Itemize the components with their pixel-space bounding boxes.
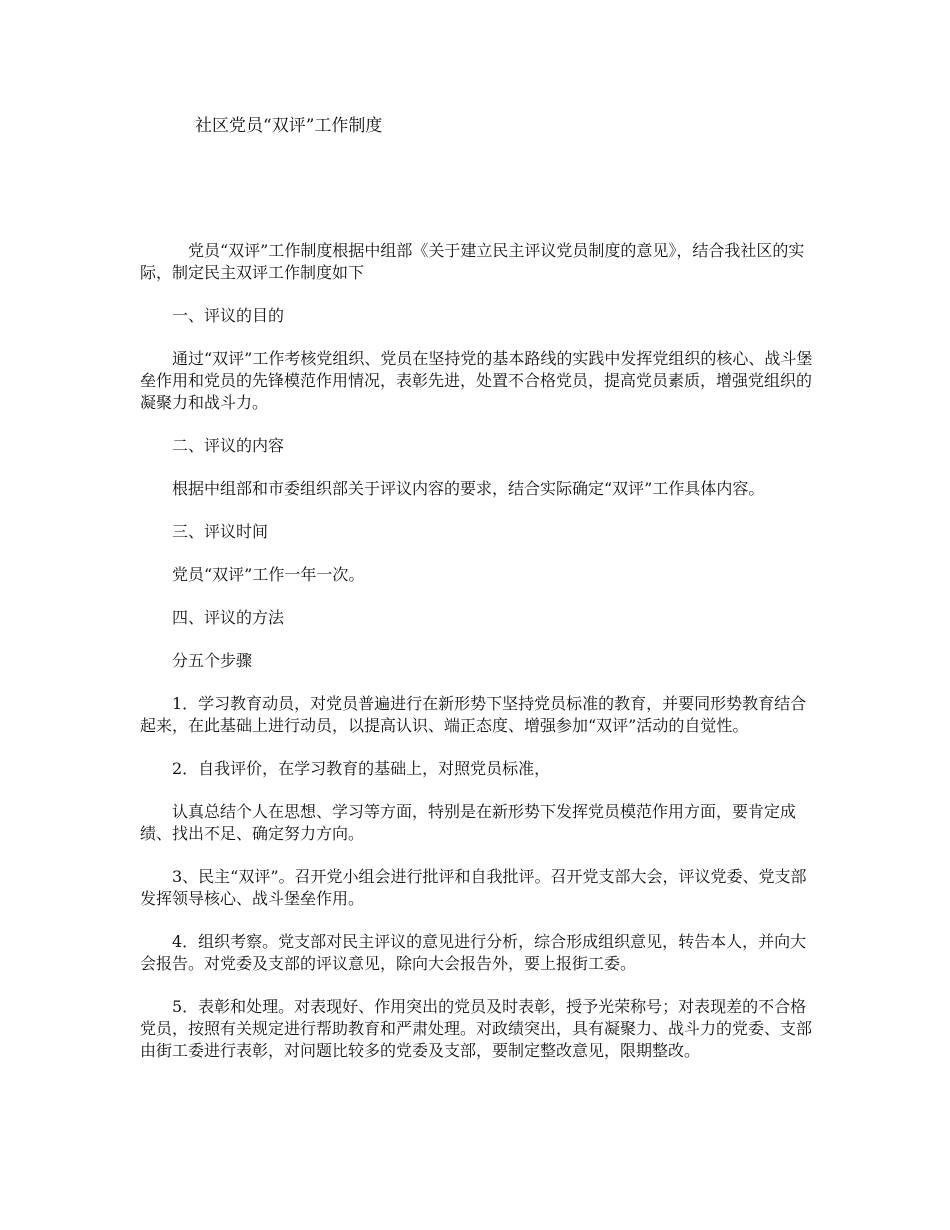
method-step-5: 5．表彰和处理。对表现好、作用突出的党员及时表彰，授予光荣称号；对表现差的不合格党员，按照有关规定进行帮助教育和严肃处理。对政绩突出，具有凝聚力、战斗力的党委、支部由街工委进行表彰，对问题比较多的党委及支部，要制定整改意见，限期整改。 xyxy=(140,997,813,1060)
method-step-2-continued: 认真总结个人在思想、学习等方面，特别是在新形势下发挥党员模范作用方面，要肯定成绩、找出不足、确定努力方向。 xyxy=(140,802,797,843)
method-step-4: 4．组织考察。党支部对民主评议的意见进行分析，综合形成组织意见，转告本人，并向大会报告。对党委及支部的评议意见，除向大会报告外，要上报街工委。 xyxy=(140,932,807,973)
intro-paragraph: 党员“双评”工作制度根据中组部《关于建立民主评议党员制度的意见》，结合我社区的实际，制定民主双评工作制度如下 xyxy=(140,241,805,282)
section-heading-content: 二、评议的内容 xyxy=(172,436,285,455)
content-paragraph: 根据中组部和市委组织部关于评议内容的要求，结合实际确定“双评”工作具体内容。 xyxy=(172,479,765,498)
purpose-paragraph: 通过“双评”工作考核党组织、党员在坚持党的基本路线的实践中发挥党组织的核心、战斗堡垒作用和党员的先锋模范作用情况，表彰先进，处置不合格党员，提高党员素质，增强党组织的凝聚力和战斗力。 xyxy=(140,349,813,412)
document-body xyxy=(140,240,820,1083)
section-heading-purpose: 一、评议的目的 xyxy=(172,306,285,325)
method-step-3: 3、民主“双评”。召开党小组会进行批评和自我批评。召开党支部大会，评议党委、党支部发挥领导核心、战斗堡垒作用。 xyxy=(140,867,807,908)
section-heading-method: 四、评议的方法 xyxy=(172,608,285,627)
method-step-1: 1．学习教育动员，对党员普遍进行在新形势下坚持党员标准的教育，并要同形势教育结合起来，在此基础上进行动员，以提高认识、端正态度、增强参加“双评”活动的自觉性。 xyxy=(140,694,807,735)
section-heading-time: 三、评议时间 xyxy=(172,522,269,541)
time-paragraph: 党员“双评”工作一年一次。 xyxy=(172,565,365,584)
method-intro-paragraph: 分五个步骤 xyxy=(172,651,253,670)
document-title: 社区党员“双评”工作制度 xyxy=(195,116,383,136)
method-step-2: 2．自我评价，在学习教育的基础上，对照党员标准， xyxy=(172,759,551,778)
